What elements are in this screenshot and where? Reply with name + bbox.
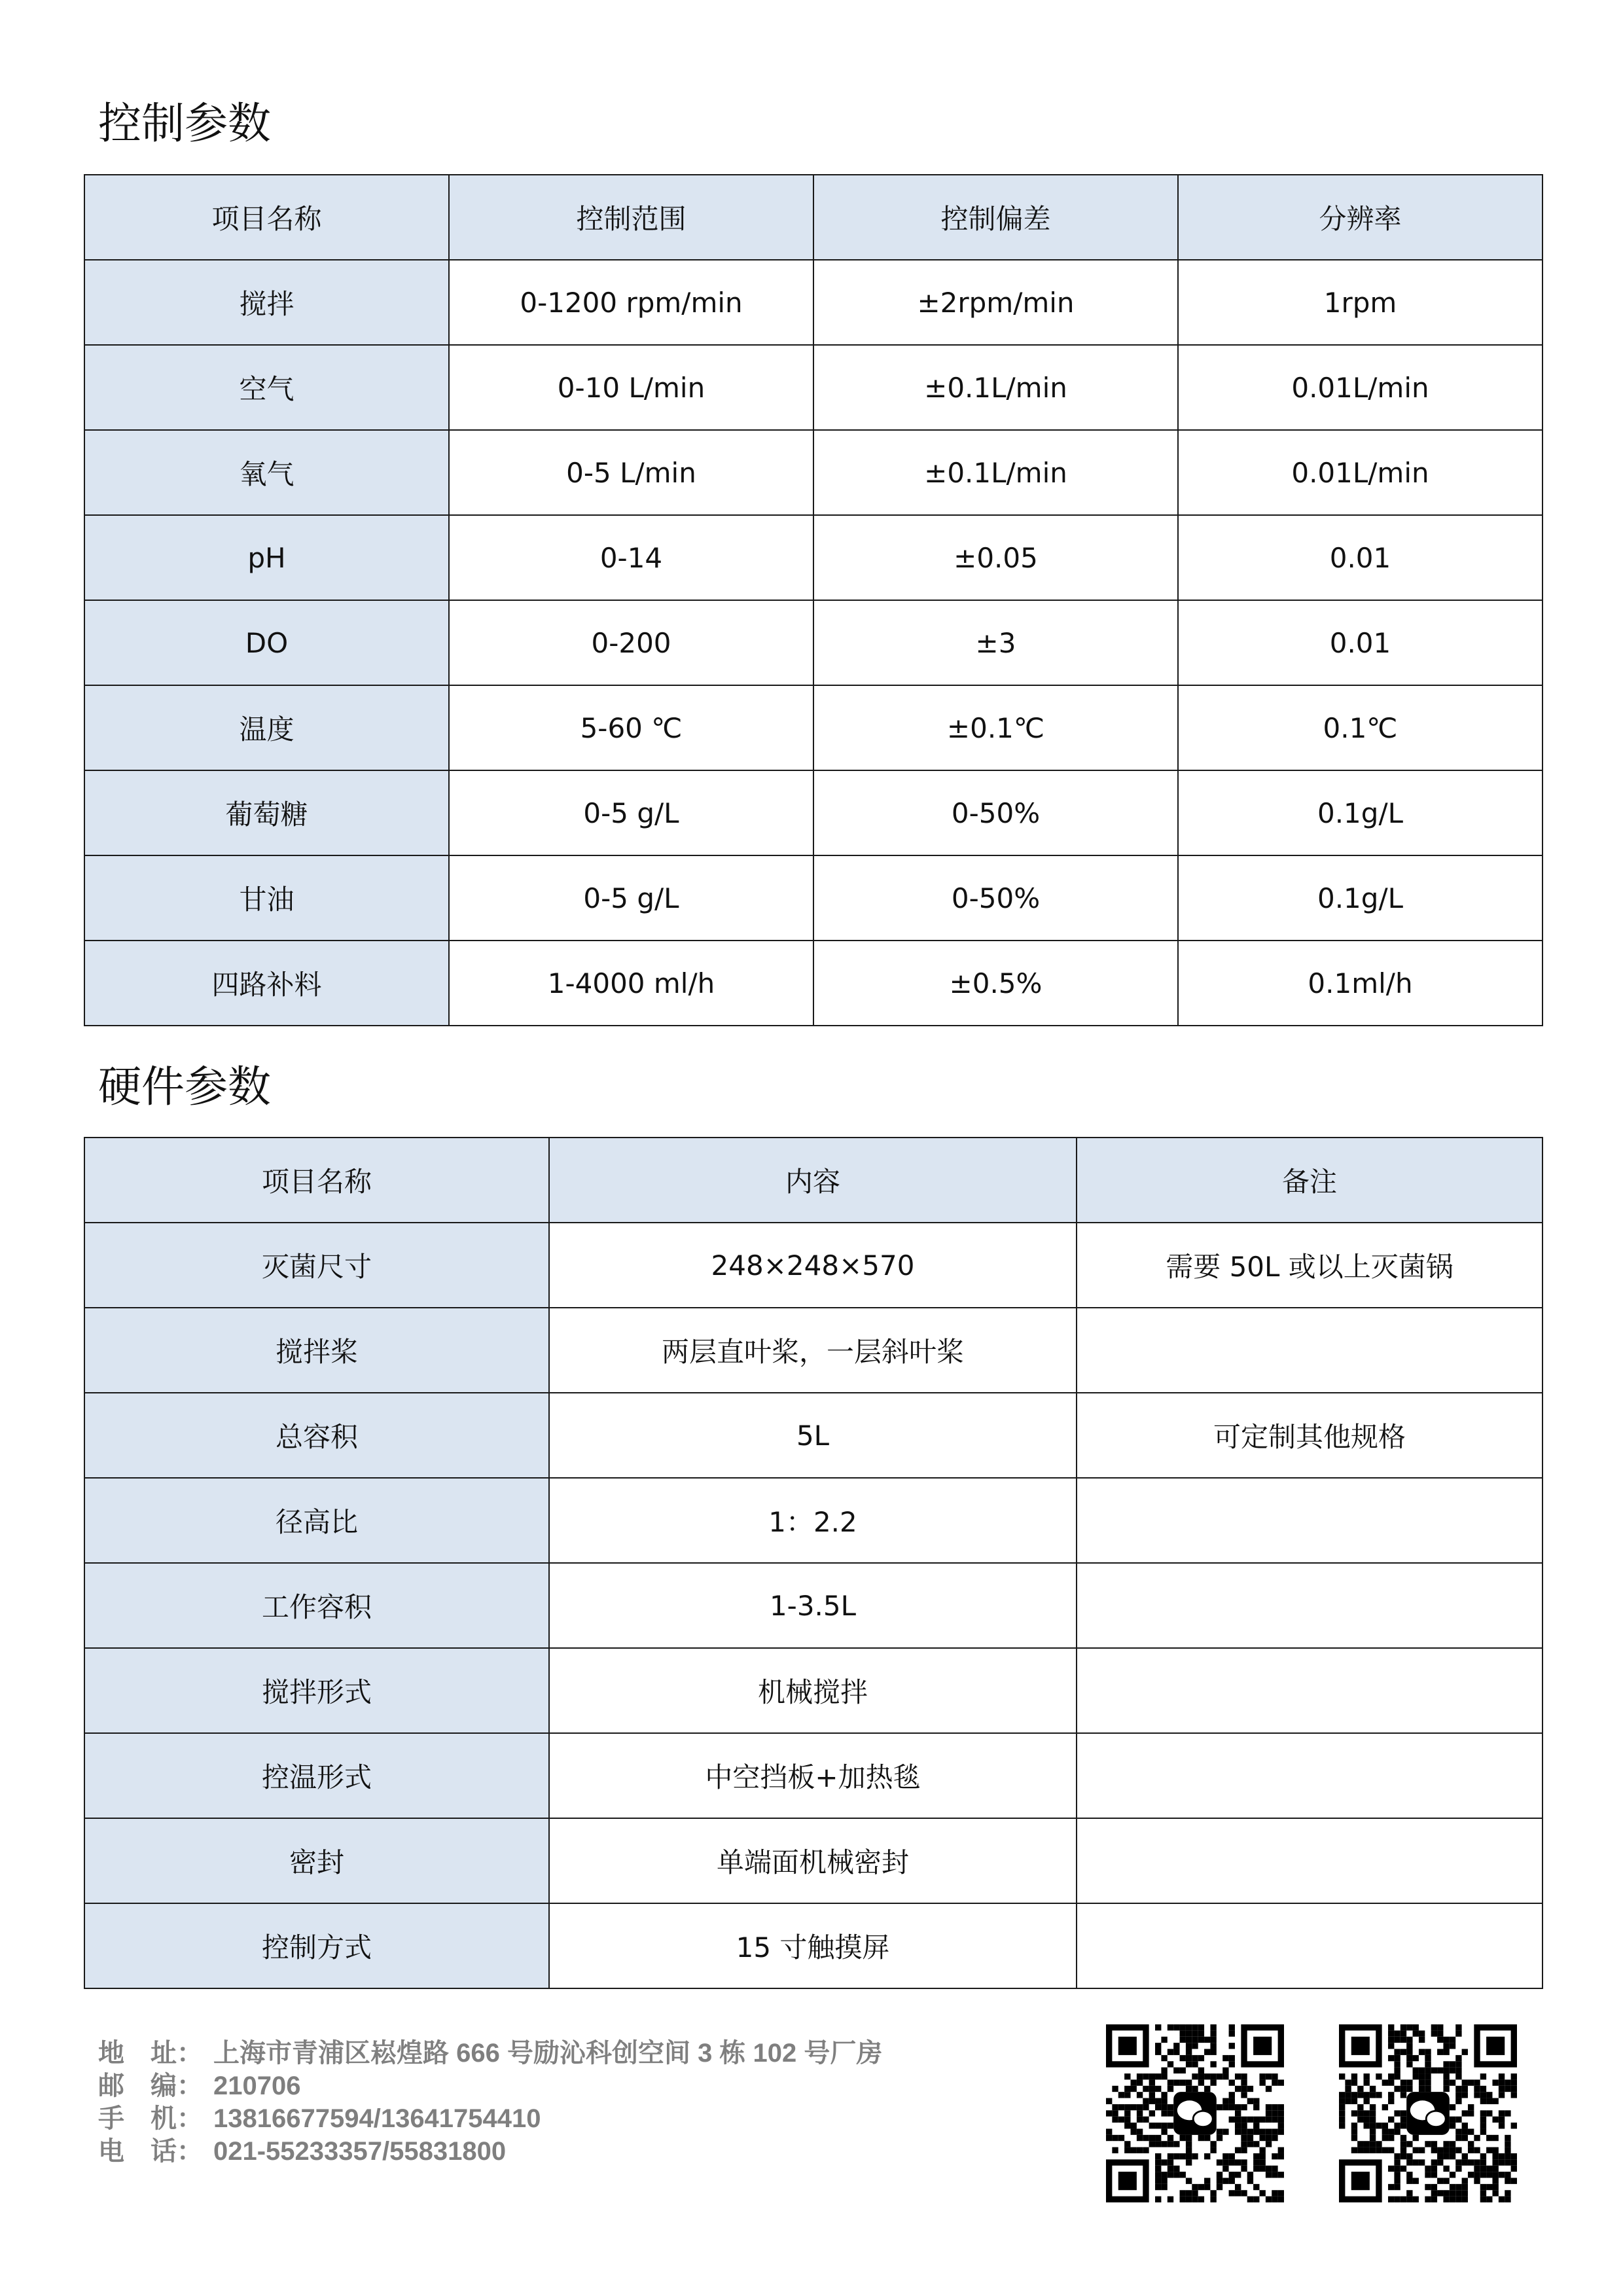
postcode-line	[98, 2070, 882, 2102]
table-row	[84, 1563, 1543, 1648]
postcode-value: 210706	[213, 2072, 301, 2100]
table-cell: 0-10 L/min	[449, 345, 813, 430]
table-cell: 5L	[549, 1393, 1077, 1478]
table-row	[84, 685, 1543, 770]
table-row	[84, 1223, 1543, 1308]
table-row	[84, 941, 1543, 1026]
table-cell: 0.01L/min	[1178, 430, 1543, 515]
table-row	[84, 260, 1543, 345]
table-cell: 1：2.2	[549, 1478, 1077, 1563]
postcode-label: 邮 编：	[98, 2072, 203, 2100]
row-label-cell: 搅拌	[84, 260, 449, 345]
control-params-title: 控制参数	[98, 98, 271, 149]
control-params-table	[84, 174, 1543, 1026]
table-row	[84, 600, 1543, 685]
mobile-value: 13816677594/13641754410	[213, 2104, 541, 2133]
address-line	[98, 2037, 882, 2070]
table-cell: 0-50%	[813, 855, 1178, 941]
table-cell: 248×248×570	[549, 1223, 1077, 1308]
table-cell: 0.1℃	[1178, 685, 1543, 770]
hardware-params-table	[84, 1137, 1543, 1989]
header-resolution: 分辨率	[1178, 175, 1543, 260]
table-row	[84, 515, 1543, 600]
header-control-range: 控制范围	[449, 175, 813, 260]
table-cell: 可定制其他规格	[1077, 1393, 1543, 1478]
table-cell: ±2rpm/min	[813, 260, 1178, 345]
table-cell: 单端面机械密封	[549, 1818, 1077, 1903]
table-cell	[1077, 1308, 1543, 1393]
row-label-cell: 工作容积	[84, 1563, 549, 1648]
table-cell	[1077, 1563, 1543, 1648]
table-row	[84, 1903, 1543, 1988]
table-cell: 0.1ml/h	[1178, 941, 1543, 1026]
table-cell	[1077, 1648, 1543, 1733]
table-cell	[1077, 1818, 1543, 1903]
table-cell: 1rpm	[1178, 260, 1543, 345]
table-cell: 中空挡板+加热毯	[549, 1733, 1077, 1818]
contact-info	[98, 2037, 882, 2168]
table-cell: 0-5 L/min	[449, 430, 813, 515]
table-cell: ±3	[813, 600, 1178, 685]
table-cell: 0-14	[449, 515, 813, 600]
row-label-cell: pH	[84, 515, 449, 600]
header-remarks: 备注	[1077, 1138, 1543, 1223]
row-label-cell: 氧气	[84, 430, 449, 515]
table-cell: 0.01	[1178, 600, 1543, 685]
address-label: 地 址：	[98, 2039, 203, 2068]
row-label-cell: 总容积	[84, 1393, 549, 1478]
table-cell: 0.01	[1178, 515, 1543, 600]
table-cell: ±0.05	[813, 515, 1178, 600]
table-header-row	[84, 175, 1543, 260]
row-label-cell: DO	[84, 600, 449, 685]
row-label-cell: 甘油	[84, 855, 449, 941]
mobile-line	[98, 2102, 882, 2135]
table-row	[84, 855, 1543, 941]
table-row	[84, 1648, 1543, 1733]
table-cell: 1-3.5L	[549, 1563, 1077, 1648]
row-label-cell: 搅拌形式	[84, 1648, 549, 1733]
table-row	[84, 345, 1543, 430]
wechat-qr-icon	[1339, 2024, 1517, 2202]
table-row	[84, 1818, 1543, 1903]
table-row	[84, 770, 1543, 855]
table-cell: 0-1200 rpm/min	[449, 260, 813, 345]
table-row	[84, 1478, 1543, 1563]
table-cell: ±0.5%	[813, 941, 1178, 1026]
table-cell: 0.01L/min	[1178, 345, 1543, 430]
row-label-cell: 灭菌尺寸	[84, 1223, 549, 1308]
header-item-name: 项目名称	[84, 1138, 549, 1223]
table-cell	[1077, 1478, 1543, 1563]
phone-value: 021-55233357/55831800	[213, 2137, 507, 2166]
row-label-cell: 控制方式	[84, 1903, 549, 1988]
phone-label: 电 话：	[98, 2137, 203, 2166]
hardware-params-title: 硬件参数	[98, 1062, 271, 1112]
table-cell: ±0.1L/min	[813, 430, 1178, 515]
phone-line	[98, 2135, 882, 2168]
header-content: 内容	[549, 1138, 1077, 1223]
row-label-cell: 温度	[84, 685, 449, 770]
table-cell	[1077, 1733, 1543, 1818]
table-cell: 两层直叶桨，一层斜叶桨	[549, 1308, 1077, 1393]
wechat-qr-icon	[1106, 2024, 1284, 2202]
header-control-deviation: 控制偏差	[813, 175, 1178, 260]
table-cell: 0.1g/L	[1178, 855, 1543, 941]
table-row	[84, 430, 1543, 515]
header-item-name: 项目名称	[84, 175, 449, 260]
row-label-cell: 空气	[84, 345, 449, 430]
table-cell: 1-4000 ml/h	[449, 941, 813, 1026]
table-row	[84, 1308, 1543, 1393]
row-label-cell: 葡萄糖	[84, 770, 449, 855]
table-cell: ±0.1L/min	[813, 345, 1178, 430]
table-cell: 需要 50L 或以上灭菌锅	[1077, 1223, 1543, 1308]
table-row	[84, 1733, 1543, 1818]
table-cell: 0-5 g/L	[449, 855, 813, 941]
table-cell: 0-5 g/L	[449, 770, 813, 855]
mobile-label: 手 机：	[98, 2104, 203, 2133]
table-cell: 0-200	[449, 600, 813, 685]
row-label-cell: 搅拌桨	[84, 1308, 549, 1393]
table-cell: ±0.1℃	[813, 685, 1178, 770]
row-label-cell: 控温形式	[84, 1733, 549, 1818]
row-label-cell: 径高比	[84, 1478, 549, 1563]
table-cell	[1077, 1903, 1543, 1988]
row-label-cell: 四路补料	[84, 941, 449, 1026]
table-cell: 15 寸触摸屏	[549, 1903, 1077, 1988]
address-value: 上海市青浦区崧煌路 666 号励沁科创空间 3 栋 102 号厂房	[213, 2039, 883, 2068]
table-header-row	[84, 1138, 1543, 1223]
row-label-cell: 密封	[84, 1818, 549, 1903]
table-cell: 机械搅拌	[549, 1648, 1077, 1733]
table-row	[84, 1393, 1543, 1478]
table-cell: 0-50%	[813, 770, 1178, 855]
table-cell: 0.1g/L	[1178, 770, 1543, 855]
table-cell: 5-60 ℃	[449, 685, 813, 770]
